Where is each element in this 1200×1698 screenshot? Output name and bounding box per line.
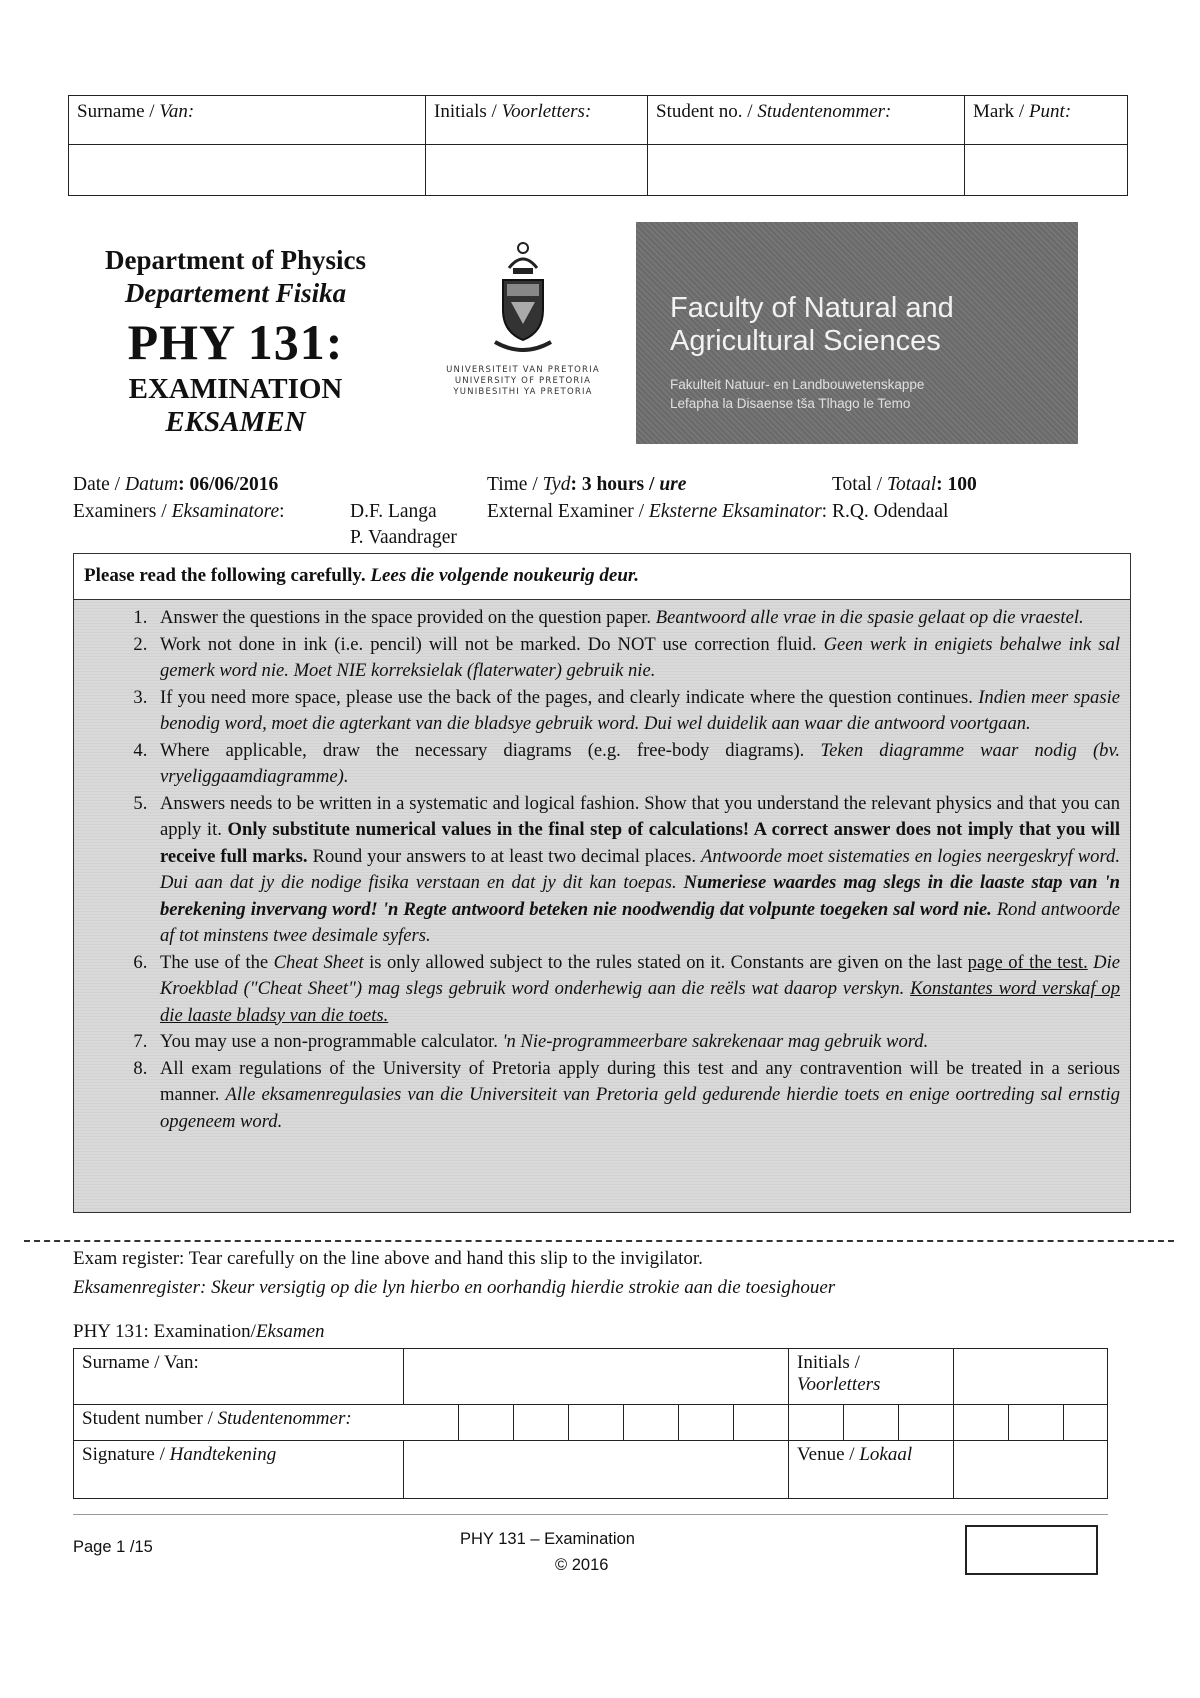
mark-field[interactable] xyxy=(965,145,1128,196)
student-no-header: Student no. / Studentenommer: xyxy=(648,96,965,145)
student-digit-box[interactable] xyxy=(844,1405,899,1441)
exam-af: EKSAMEN xyxy=(165,406,306,438)
dept-af: Departement Fisika xyxy=(124,278,347,308)
initials-header: Initials / Voorletters: xyxy=(426,96,648,145)
examiners-label: Examiners / Eksaminatore: xyxy=(73,501,285,522)
instruction-5: 5. Answers needs to be written in a systematic and logical fashion. Show that you understand the relevant physics and that you can apply it. Only substitute numerical values in the final step of calculations! A correct answer does not imply that you will receive full marks. Round your answers to at least two decimal places. Antwoorde moet sistematies en logies neergeskryf word. Dui aan dat jy die nodige fisika verstaan en dat jy dit kan toepas. Numeriese waardes mag slegs in die laaste stap van 'n berekening invervang word! 'n Regte antwoord beteken nie noodwendig dat volpunte toegeken sal word nie. Rond antwoorde af tot minstens twee desimale syfers. xyxy=(152,791,1120,950)
instructions-heading: Please read the following carefully. Lees die volgende noukeurig deur. xyxy=(74,554,1130,600)
instructions-box xyxy=(73,553,1131,1213)
slip-venue-label: Venue / Lokaal xyxy=(789,1441,954,1499)
university-name-3: YUNIBESITHI YA PRETORIA xyxy=(453,387,593,397)
student-info-table xyxy=(68,95,1128,196)
student-digit-box[interactable] xyxy=(459,1405,514,1441)
exam-total: Total / Totaal: 100 xyxy=(832,474,977,495)
instruction-2: 2. Work not done in ink (i.e. pencil) will not be marked. Do NOT use correction fluid. Geen werk in enigiets behalwe ink sal gemerk word nie. Moet NIE korreksielak (flaterwater) gebruik nie. xyxy=(152,632,1120,685)
page-mark-box[interactable] xyxy=(965,1525,1098,1575)
external-examiner: External Examiner / Eksterne Eksaminator: R.Q. Odendaal xyxy=(487,501,949,522)
student-digit-box[interactable] xyxy=(514,1405,569,1441)
student-digit-box[interactable] xyxy=(679,1405,734,1441)
slip-title: PHY 131: Examination/Eksamen xyxy=(73,1321,325,1342)
student-digit-box[interactable] xyxy=(624,1405,679,1441)
faculty-title-line1: Faculty of Natural and xyxy=(670,292,954,324)
student-digit-box[interactable] xyxy=(1009,1405,1064,1441)
instructions-list xyxy=(74,600,1130,1135)
student-digit-box[interactable] xyxy=(569,1405,624,1441)
slip-signature-field[interactable] xyxy=(404,1441,789,1499)
footer-course: PHY 131 – Examination xyxy=(460,1530,635,1548)
surname-header: Surname / Van: xyxy=(69,96,426,145)
slip-surname-label: Surname / Van: xyxy=(74,1349,404,1405)
university-name-2: UNIVERSITY OF PRETORIA xyxy=(454,376,592,386)
slip-instruction-en: Exam register: Tear carefully on the line above and hand this slip to the invigilator. xyxy=(73,1248,703,1269)
university-name-1: UNIVERSITEIT VAN PRETORIA xyxy=(446,365,600,375)
slip-venue-field[interactable] xyxy=(954,1441,1108,1499)
instruction-3: 3. If you need more space, please use the back of the pages, and clearly indicate where the question continues. Indien meer spasie benodig word, moet die agterkant van die bladsye gebruik word. Dui wel duidelik aan waar die antwoord voortgaan. xyxy=(152,685,1120,738)
student-digit-box[interactable] xyxy=(734,1405,789,1441)
faculty-af: Fakulteit Natuur- en Landbouwetenskappe xyxy=(670,377,925,392)
student-digit-box[interactable] xyxy=(899,1405,954,1441)
instruction-1: 1. Answer the questions in the space provided on the question paper. Beantwoord alle vrae in die spasie gelaat op die vraestel. xyxy=(152,605,1120,632)
student-digit-box[interactable] xyxy=(1064,1405,1108,1441)
faculty-banner xyxy=(636,222,1078,444)
faculty-subtitle xyxy=(670,375,924,413)
exam-register-table xyxy=(73,1348,1108,1499)
course-code: PHY 131: xyxy=(127,314,344,370)
exam-time: Time / Tyd: 3 hours / ure xyxy=(487,474,687,495)
slip-student-number-label: Student number / Studentenommer: xyxy=(74,1405,459,1441)
examiner-1: D.F. Langa xyxy=(350,501,437,522)
instruction-6: 6. The use of the Cheat Sheet is only allowed subject to the rules stated on it. Constants are given on the last page of the test. Die Kroekblad ("Cheat Sheet") mag slegs gebruik word onderhewig aan die reëls wat daarop verskyn. Konstantes word verskaf op die laaste bladsy van die toets. xyxy=(152,950,1120,1030)
instruction-7: 7. You may use a non-programmable calculator. 'n Nie-programmeerbare sakrekenaar mag gebruik word. xyxy=(152,1029,1120,1056)
examiner-2: P. Vaandrager xyxy=(350,527,457,548)
slip-surname-field[interactable] xyxy=(404,1349,789,1405)
mark-header: Mark / Punt: xyxy=(965,96,1128,145)
slip-initials-field[interactable] xyxy=(954,1349,1108,1405)
surname-field[interactable] xyxy=(69,145,426,196)
instruction-4: 4. Where applicable, draw the necessary diagrams (e.g. free-body diagrams). Teken diagramme waar nodig (bv. vryeliggaamdiagramme). xyxy=(152,738,1120,791)
footer-divider xyxy=(73,1514,1108,1515)
slip-initials-label: Initials / Voorletters xyxy=(789,1349,954,1405)
student-no-field[interactable] xyxy=(648,145,965,196)
crest-icon xyxy=(483,240,563,360)
exam-date: Date / Datum: 06/06/2016 xyxy=(73,474,279,495)
exam-en: EXAMINATION xyxy=(128,373,343,405)
slip-instruction-af: Eksamenregister: Skeur versigtig op die lyn hierbo en oorhandig hierdie strokie aan die toesighouer xyxy=(73,1277,836,1298)
tear-line xyxy=(24,1240,1174,1242)
slip-signature-label: Signature / Handtekening xyxy=(74,1441,404,1499)
student-digit-box[interactable] xyxy=(954,1405,1009,1441)
university-logo xyxy=(437,240,609,398)
faculty-title xyxy=(670,292,954,358)
instruction-8: 8. All exam regulations of the University of Pretoria apply during this test and any contravention will be treated in a serious manner. Alle eksamenregulasies van die Universiteit van Pretoria geld gedurende hierdie toets en enige oortreding sal ernstig opgeneem word. xyxy=(152,1056,1120,1136)
footer-copyright: © 2016 xyxy=(555,1556,609,1574)
initials-field[interactable] xyxy=(426,145,648,196)
faculty-st: Lefapha la Disaense tša Tlhago le Temo xyxy=(670,396,911,411)
student-digit-box[interactable] xyxy=(789,1405,844,1441)
faculty-title-line2: Agricultural Sciences xyxy=(670,325,941,357)
dept-en: Department of Physics xyxy=(105,245,366,275)
department-heading xyxy=(68,245,403,439)
page-number: Page 1 /15 xyxy=(73,1538,153,1556)
